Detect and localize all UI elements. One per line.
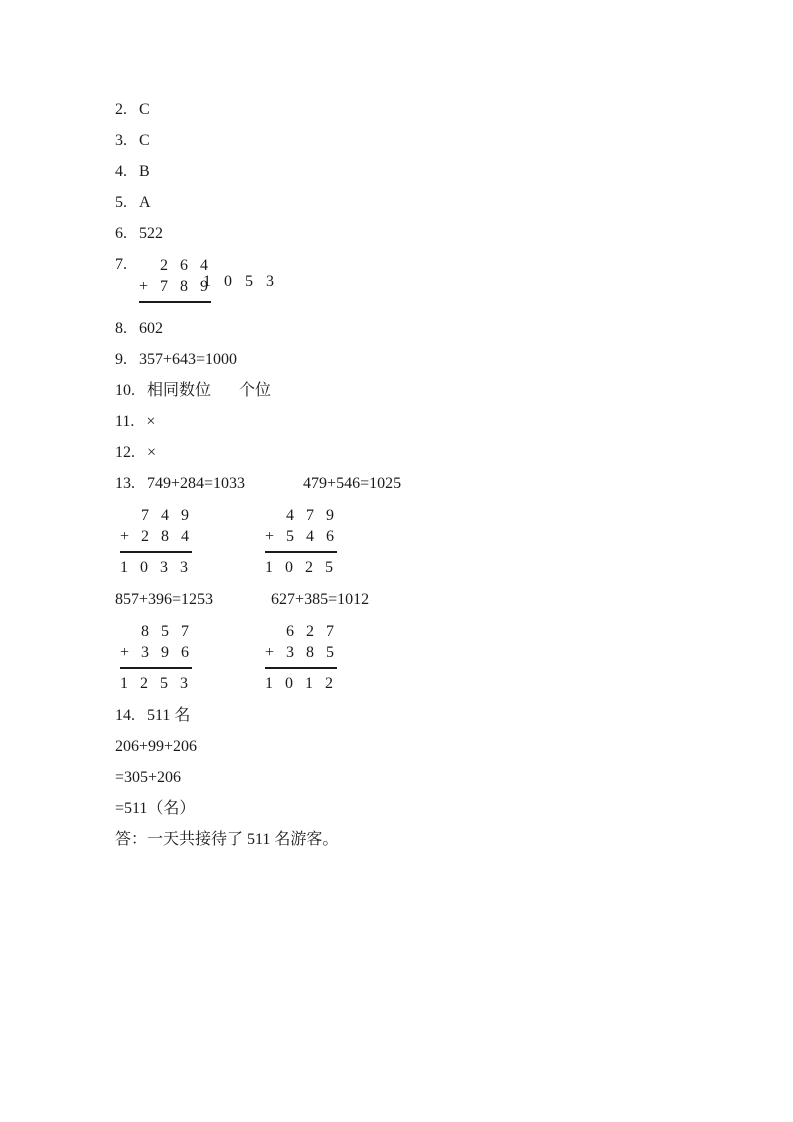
column-addition	[265, 621, 337, 694]
item-answer-part2: 个位	[239, 382, 272, 399]
work-line-3	[115, 799, 753, 818]
addend-bottom: + 2 8 4	[120, 526, 192, 553]
addend-top: 8 5 7	[141, 623, 189, 640]
column-addition	[120, 505, 192, 578]
item-number: 6.	[115, 225, 127, 242]
item-answer: 522	[139, 225, 163, 242]
equation-1: 749+284=1033	[147, 475, 246, 492]
work-expression: 206+99+206	[115, 738, 198, 755]
displaced-sum: 1 0 5 3	[203, 273, 274, 290]
item-answer: C	[139, 101, 150, 118]
item-number: 4.	[115, 163, 127, 180]
item-number: 13.	[115, 475, 135, 492]
vertical-addition-7	[139, 255, 274, 303]
item-answer: 357+643=1000	[139, 351, 238, 368]
item-answer: B	[139, 163, 150, 180]
answer-line-3	[115, 131, 753, 150]
item-number: 5.	[115, 194, 127, 211]
addend-bottom: + 3 9 6	[120, 642, 192, 669]
addend-top: 7 4 9	[141, 507, 189, 524]
item-number: 10.	[115, 382, 135, 399]
addend-top: 6 2 7	[286, 623, 334, 640]
answer-sentence-text: 答：一天共接待了 511 名游客。	[115, 831, 339, 848]
addend-top: 2 6 4	[160, 257, 208, 274]
column-addition	[139, 255, 211, 303]
addend-bottom: + 7 8 9	[139, 276, 211, 303]
sum-row: 1 0 2 5	[265, 559, 333, 576]
column-addition	[265, 505, 337, 578]
column-additions-row-1	[120, 505, 753, 578]
equations-row-2	[115, 590, 753, 609]
item-number: 3.	[115, 132, 127, 149]
answer-line-2	[115, 100, 753, 119]
item-answer-part1: 相同数位	[147, 382, 212, 399]
item-answer: ×	[146, 413, 156, 430]
item-answer: ×	[147, 444, 157, 461]
answer-line-8	[115, 319, 753, 338]
item-answer: A	[139, 194, 151, 211]
work-expression: =305+206	[115, 769, 182, 786]
item-answer: 511 名	[147, 707, 191, 724]
column-additions-row-2	[120, 621, 753, 694]
sum-row: 1 0 1 2	[265, 675, 333, 692]
answer-sentence	[115, 830, 753, 849]
item-number: 14.	[115, 707, 135, 724]
item-answer: 602	[139, 320, 163, 337]
answer-line-13	[115, 474, 753, 493]
answer-line-4	[115, 162, 753, 181]
answer-line-12	[115, 443, 753, 462]
item-number: 12.	[115, 444, 135, 461]
item-number: 7.	[115, 256, 127, 273]
column-addition	[120, 621, 192, 694]
sum-row: 1 0 3 3	[120, 559, 188, 576]
item-number: 2.	[115, 101, 127, 118]
answer-line-11	[115, 412, 753, 431]
item-number: 11.	[115, 413, 135, 430]
answer-line-14	[115, 706, 753, 725]
answer-line-10	[115, 381, 753, 400]
answer-line-6	[115, 224, 753, 243]
equation-2: 479+546=1025	[303, 475, 402, 492]
item-number: 8.	[115, 320, 127, 337]
work-line-1	[115, 737, 753, 756]
equation-4: 627+385=1012	[271, 591, 370, 608]
item-number: 9.	[115, 351, 127, 368]
sum-row: 1 2 5 3	[120, 675, 188, 692]
addend-top: 4 7 9	[286, 507, 334, 524]
answer-line-7	[115, 255, 753, 303]
addend-bottom: + 5 4 6	[265, 526, 337, 553]
answer-line-9	[115, 350, 753, 369]
answer-line-5	[115, 193, 753, 212]
addend-bottom: + 3 8 5	[265, 642, 337, 669]
work-expression: =511（名）	[115, 800, 196, 817]
item-answer: C	[139, 132, 150, 149]
equation-3: 857+396=1253	[115, 591, 214, 608]
work-line-2	[115, 768, 753, 787]
